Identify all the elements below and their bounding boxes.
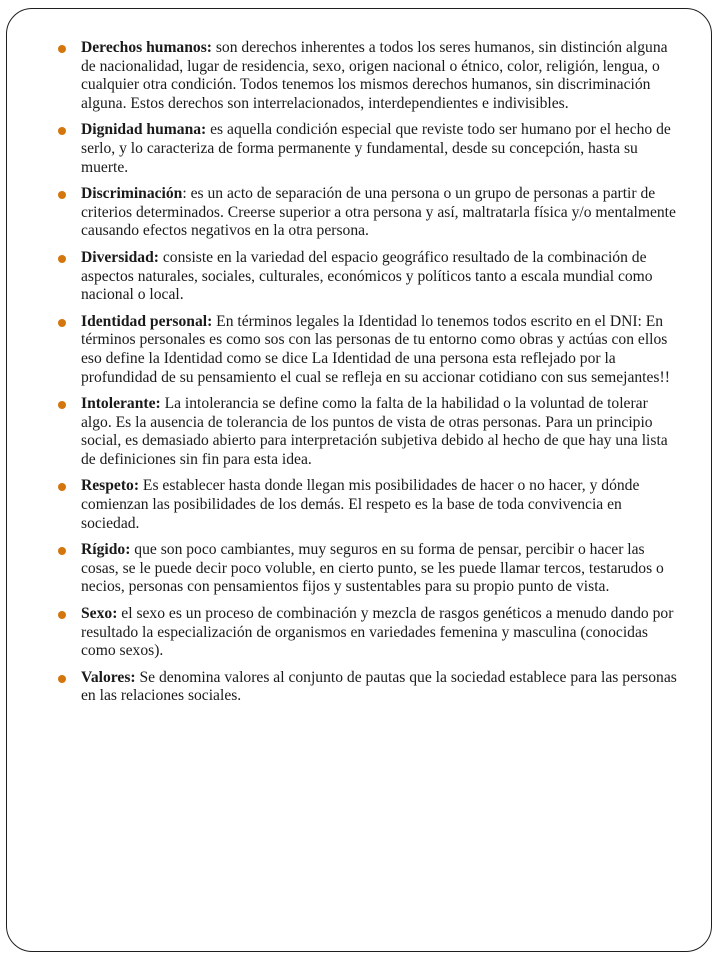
glossary-definition: son derechos inherentes a todos los seres humanos, sin distinción alguna de nacionalidad, lugar de residencia, sexo, origen nacional o étnico, color, religión, lengua, o cualquier otra condición. Todos tenemos los mismos derechos humanos, sin discriminación alguna. Estos derechos son interrelacionados, interdependientes e indivisibles.: [81, 39, 668, 112]
glossary-definition: En términos legales la Identidad lo tenemos todos escrito en el DNI: En términos personales es como sos con las personas de tu entorno como obras y actúas con ellos eso define la Identidad como se dice La Identidad de una persona esta reflejado por la profundidad de su pensamiento el cual se refleja en su accionar cotidiano con sus semejantes!!: [81, 312, 670, 386]
bullet-icon: [58, 191, 66, 199]
glossary-definition: Se denomina valores al conjunto de pautas que la sociedad establece para las personas en las relaciones sociales.: [81, 668, 677, 705]
glossary-definition: que son poco cambiantes, muy seguros en su forma de pensar, percibir o hacer las cosas, se le puede decir poco voluble, en cierto punto, se les puede llamar tercos, testarudos o necios, personas con pensamientos fijos y sustentables para su propio punto de vista.: [81, 541, 664, 596]
glossary-definition: : es un acto de separación de una persona o un grupo de personas a partir de criterios determinados. Creerse superior a otra persona y así, maltratarla física y/o mentalmente causando efectos negativos en la otra persona.: [81, 185, 676, 240]
glossary-definition: consiste en la variedad del espacio geográfico resultado de la combinación de aspectos naturales, sociales, culturales, económicos y políticos tanto a escala mundial como nacional o local.: [81, 248, 653, 304]
glossary-item-intolerante: [55, 395, 681, 469]
bullet-icon: [58, 483, 66, 491]
glossary-term: Respeto:: [81, 477, 140, 495]
glossary-term: Discriminación: [81, 185, 183, 203]
glossary-item-sexo: [55, 605, 681, 661]
glossary-term: Diversidad:: [81, 248, 159, 266]
glossary-item-valores: [55, 669, 681, 706]
glossary-term: Intolerante:: [81, 395, 161, 413]
glossary-item-derechos-humanos: [55, 39, 681, 113]
glossary-term: Derechos humanos:: [81, 39, 212, 56]
slide-frame: [6, 8, 712, 952]
glossary-item-rigido: [55, 541, 681, 597]
glossary-item-identidad-personal: [55, 313, 681, 387]
glossary-definition: Es establecer hasta donde llegan mis posibilidades de hacer o no hacer, y dónde comienzan las posibilidades de los demás. El respeto es la base de toda convivencia en sociedad.: [81, 477, 640, 532]
glossary-item-discriminacion: [55, 185, 681, 241]
bullet-icon: [58, 45, 66, 53]
bullet-icon: [58, 255, 66, 263]
glossary-item-diversidad: [55, 249, 681, 305]
bullet-icon: [58, 675, 66, 683]
glossary-term: Valores:: [81, 668, 136, 686]
glossary-definition: es aquella condición especial que reviste todo ser humano por el hecho de serlo, y lo caracteriza de forma permanente y fundamental, desde su concepción, hasta su muerte.: [81, 121, 671, 176]
glossary-term: Identidad personal:: [81, 312, 213, 330]
glossary-item-respeto: [55, 477, 681, 533]
glossary-term: Rígido:: [81, 541, 131, 559]
bullet-icon: [58, 611, 66, 619]
bullet-icon: [58, 319, 66, 327]
bullet-icon: [58, 401, 66, 409]
bullet-icon: [58, 547, 66, 555]
glossary-item-dignidad-humana: [55, 121, 681, 177]
glossary-list: [55, 39, 681, 714]
glossary-definition: el sexo es un proceso de combinación y mezcla de rasgos genéticos a menudo dando por resultado la especialización de organismos en variedades femenina y masculina (conocidas como sexos).: [81, 605, 674, 660]
glossary-term: Sexo:: [81, 605, 118, 623]
glossary-term: Dignidad humana:: [81, 121, 207, 139]
bullet-icon: [58, 127, 66, 135]
glossary-definition: La intolerancia se define como la falta de la habilidad o la voluntad de tolerar algo. Es la ausencia de tolerancia de los puntos de vista de otras personas. Para un principio social, es demasiado abierto para interpretación subjetiva debido al hecho de que hay una lista de definiciones sin fin para esta idea.: [81, 395, 668, 468]
